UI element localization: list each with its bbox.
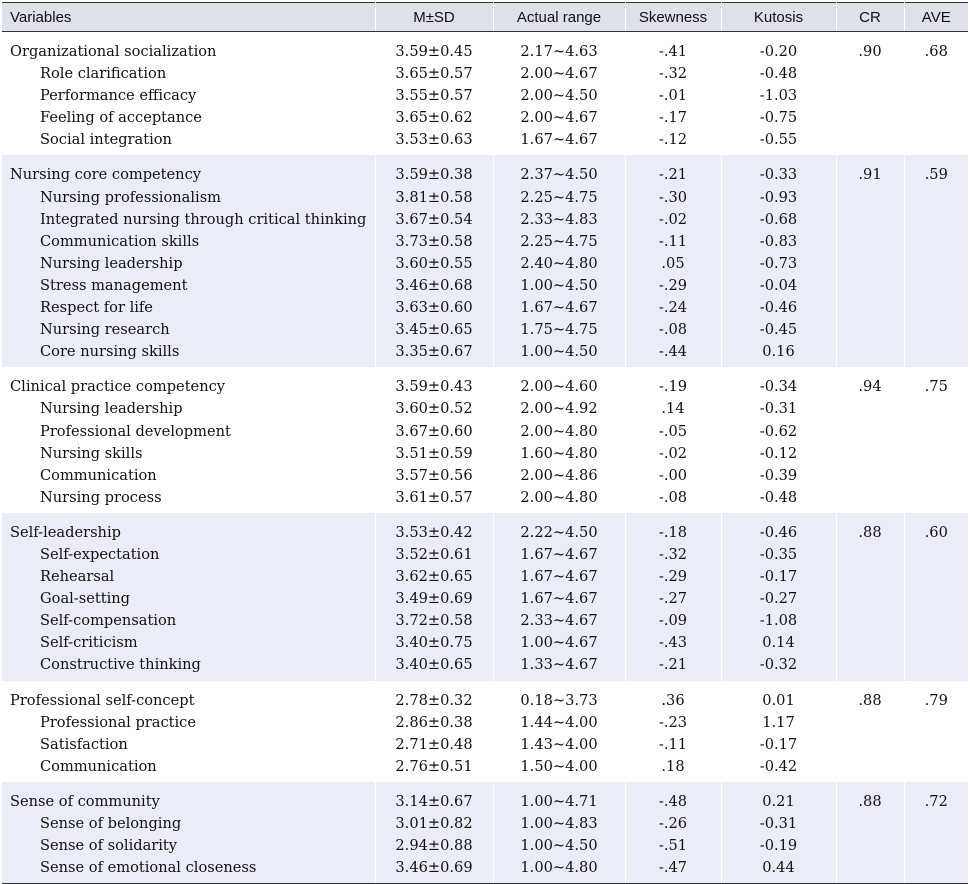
skewness: -.08	[625, 487, 721, 513]
subscale-row	[2, 610, 968, 632]
mean-sd: 3.63±0.60	[375, 297, 493, 319]
skewness: -.19	[625, 367, 721, 398]
actual-range: 1.67~4.67	[493, 566, 625, 588]
variable-name: Communication	[2, 756, 375, 782]
actual-range: 1.00~4.80	[493, 857, 625, 884]
cr-value	[836, 421, 904, 443]
skewness: -.02	[625, 443, 721, 465]
subscale-row	[2, 712, 968, 734]
subscale-row	[2, 398, 968, 420]
kurtosis: -0.31	[721, 398, 836, 420]
cr-value	[836, 654, 904, 680]
kurtosis: -0.04	[721, 275, 836, 297]
ave-value	[904, 85, 968, 107]
subscale-row	[2, 734, 968, 756]
actual-range: 1.67~4.67	[493, 588, 625, 610]
cr-value	[836, 319, 904, 341]
kurtosis: 0.21	[721, 782, 836, 813]
ave-value	[904, 231, 968, 253]
kurtosis: -1.03	[721, 85, 836, 107]
variable-name: Nursing core competency	[2, 155, 375, 186]
mean-sd: 3.67±0.54	[375, 209, 493, 231]
skewness: .14	[625, 398, 721, 420]
actual-range: 2.33~4.83	[493, 209, 625, 231]
kurtosis: -0.39	[721, 465, 836, 487]
actual-range: 1.44~4.00	[493, 712, 625, 734]
cr-value	[836, 632, 904, 654]
header-cr: CR	[836, 3, 904, 32]
kurtosis: -0.33	[721, 155, 836, 186]
mean-sd: 3.14±0.67	[375, 782, 493, 813]
cr-value	[836, 187, 904, 209]
cr-value	[836, 253, 904, 275]
actual-range: 2.22~4.50	[493, 513, 625, 544]
variable-name: Self-criticism	[2, 632, 375, 654]
cr-value	[836, 487, 904, 513]
ave-value	[904, 756, 968, 782]
skewness: -.01	[625, 85, 721, 107]
variable-group	[2, 155, 968, 367]
header-mean-sd: M±SD	[375, 3, 493, 32]
cr-value: .90	[836, 32, 904, 64]
skewness: -.11	[625, 231, 721, 253]
variable-name: Self-compensation	[2, 610, 375, 632]
variable-name: Satisfaction	[2, 734, 375, 756]
ave-value	[904, 632, 968, 654]
ave-value	[904, 275, 968, 297]
kurtosis: -0.42	[721, 756, 836, 782]
actual-range: 1.00~4.50	[493, 835, 625, 857]
kurtosis: 1.17	[721, 712, 836, 734]
ave-value	[904, 209, 968, 231]
ave-value	[904, 654, 968, 680]
actual-range: 1.00~4.50	[493, 275, 625, 297]
cr-value	[836, 297, 904, 319]
skewness: -.18	[625, 513, 721, 544]
variable-name: Nursing process	[2, 487, 375, 513]
variable-name: Rehearsal	[2, 566, 375, 588]
cr-value	[836, 544, 904, 566]
group-total-row	[2, 782, 968, 813]
ave-value	[904, 610, 968, 632]
ave-value: .75	[904, 367, 968, 398]
skewness: -.26	[625, 813, 721, 835]
skewness: -.02	[625, 209, 721, 231]
mean-sd: 3.62±0.65	[375, 566, 493, 588]
kurtosis: -0.32	[721, 654, 836, 680]
subscale-row	[2, 253, 968, 275]
subscale-row	[2, 756, 968, 782]
skewness: -.48	[625, 782, 721, 813]
cr-value	[836, 443, 904, 465]
mean-sd: 3.73±0.58	[375, 231, 493, 253]
subscale-row	[2, 857, 968, 884]
variable-name: Nursing leadership	[2, 253, 375, 275]
mean-sd: 3.67±0.60	[375, 421, 493, 443]
subscale-row	[2, 63, 968, 85]
variable-group	[2, 367, 968, 513]
actual-range: 1.50~4.00	[493, 756, 625, 782]
cr-value	[836, 63, 904, 85]
ave-value	[904, 107, 968, 129]
actual-range: 0.18~3.73	[493, 681, 625, 712]
kurtosis: -0.34	[721, 367, 836, 398]
group-total-row	[2, 513, 968, 544]
variable-name: Communication skills	[2, 231, 375, 253]
mean-sd: 3.55±0.57	[375, 85, 493, 107]
subscale-row	[2, 835, 968, 857]
cr-value	[836, 835, 904, 857]
cr-value	[836, 813, 904, 835]
kurtosis: -0.12	[721, 443, 836, 465]
ave-value	[904, 588, 968, 610]
kurtosis: -0.48	[721, 487, 836, 513]
ave-value	[904, 341, 968, 367]
ave-value: .68	[904, 32, 968, 64]
header-kurtosis: Kutosis	[721, 3, 836, 32]
kurtosis: 0.44	[721, 857, 836, 884]
mean-sd: 3.35±0.67	[375, 341, 493, 367]
cr-value	[836, 712, 904, 734]
subscale-row	[2, 487, 968, 513]
ave-value: .72	[904, 782, 968, 813]
subscale-row	[2, 813, 968, 835]
header-actual-range: Actual range	[493, 3, 625, 32]
variable-name: Goal-setting	[2, 588, 375, 610]
actual-range: 2.00~4.67	[493, 107, 625, 129]
variable-name: Sense of belonging	[2, 813, 375, 835]
subscale-row	[2, 275, 968, 297]
cr-value	[836, 857, 904, 884]
variable-name: Integrated nursing through critical thinking	[2, 209, 375, 231]
mean-sd: 3.51±0.59	[375, 443, 493, 465]
skewness: -.08	[625, 319, 721, 341]
variable-name: Communication	[2, 465, 375, 487]
variable-name: Clinical practice competency	[2, 367, 375, 398]
kurtosis: 0.16	[721, 341, 836, 367]
ave-value	[904, 63, 968, 85]
ave-value	[904, 712, 968, 734]
kurtosis: 0.14	[721, 632, 836, 654]
skewness: -.24	[625, 297, 721, 319]
mean-sd: 3.59±0.45	[375, 32, 493, 64]
cr-value: .88	[836, 782, 904, 813]
mean-sd: 2.71±0.48	[375, 734, 493, 756]
subscale-row	[2, 443, 968, 465]
ave-value	[904, 813, 968, 835]
ave-value	[904, 544, 968, 566]
skewness: -.21	[625, 155, 721, 186]
variable-name: Respect for life	[2, 297, 375, 319]
mean-sd: 3.53±0.63	[375, 129, 493, 155]
subscale-row	[2, 544, 968, 566]
cr-value	[836, 85, 904, 107]
group-total-row	[2, 32, 968, 64]
kurtosis: -0.55	[721, 129, 836, 155]
mean-sd: 3.40±0.75	[375, 632, 493, 654]
ave-value	[904, 857, 968, 884]
mean-sd: 3.60±0.55	[375, 253, 493, 275]
variable-name: Organizational socialization	[2, 32, 375, 64]
mean-sd: 3.46±0.68	[375, 275, 493, 297]
header-variables: Variables	[2, 3, 375, 32]
skewness: -.12	[625, 129, 721, 155]
actual-range: 1.00~4.71	[493, 782, 625, 813]
ave-value	[904, 187, 968, 209]
skewness: -.00	[625, 465, 721, 487]
variable-name: Stress management	[2, 275, 375, 297]
ave-value	[904, 398, 968, 420]
mean-sd: 3.40±0.65	[375, 654, 493, 680]
mean-sd: 3.61±0.57	[375, 487, 493, 513]
mean-sd: 2.76±0.51	[375, 756, 493, 782]
mean-sd: 3.59±0.43	[375, 367, 493, 398]
kurtosis: -0.27	[721, 588, 836, 610]
skewness: -.32	[625, 544, 721, 566]
skewness: .05	[625, 253, 721, 275]
variable-group	[2, 782, 968, 884]
variable-name: Role clarification	[2, 63, 375, 85]
variable-group	[2, 513, 968, 681]
ave-value: .59	[904, 155, 968, 186]
actual-range: 2.00~4.86	[493, 465, 625, 487]
actual-range: 2.00~4.80	[493, 487, 625, 513]
variable-name: Professional development	[2, 421, 375, 443]
ave-value	[904, 297, 968, 319]
actual-range: 1.00~4.50	[493, 341, 625, 367]
cr-value	[836, 756, 904, 782]
variable-name: Sense of solidarity	[2, 835, 375, 857]
variable-name: Nursing leadership	[2, 398, 375, 420]
kurtosis: -1.08	[721, 610, 836, 632]
subscale-row	[2, 187, 968, 209]
actual-range: 1.33~4.67	[493, 654, 625, 680]
group-total-row	[2, 155, 968, 186]
descriptive-statistics-table	[2, 2, 968, 884]
actual-range: 1.67~4.67	[493, 297, 625, 319]
ave-value	[904, 253, 968, 275]
cr-value	[836, 275, 904, 297]
actual-range: 2.17~4.63	[493, 32, 625, 64]
skewness: -.05	[625, 421, 721, 443]
variable-name: Sense of community	[2, 782, 375, 813]
variable-name: Feeling of acceptance	[2, 107, 375, 129]
actual-range: 2.00~4.67	[493, 63, 625, 85]
ave-value	[904, 566, 968, 588]
mean-sd: 3.52±0.61	[375, 544, 493, 566]
ave-value	[904, 835, 968, 857]
mean-sd: 3.81±0.58	[375, 187, 493, 209]
mean-sd: 3.65±0.62	[375, 107, 493, 129]
actual-range: 1.00~4.67	[493, 632, 625, 654]
skewness: -.29	[625, 275, 721, 297]
mean-sd: 3.49±0.69	[375, 588, 493, 610]
table-header	[2, 3, 968, 32]
cr-value: .94	[836, 367, 904, 398]
variable-name: Nursing skills	[2, 443, 375, 465]
mean-sd: 3.59±0.38	[375, 155, 493, 186]
group-total-row	[2, 367, 968, 398]
variable-name: Nursing research	[2, 319, 375, 341]
actual-range: 1.75~4.75	[493, 319, 625, 341]
mean-sd: 3.46±0.69	[375, 857, 493, 884]
kurtosis: -0.68	[721, 209, 836, 231]
variable-name: Constructive thinking	[2, 654, 375, 680]
ave-value	[904, 421, 968, 443]
actual-range: 1.67~4.67	[493, 544, 625, 566]
cr-value: .88	[836, 681, 904, 712]
skewness: -.41	[625, 32, 721, 64]
subscale-row	[2, 465, 968, 487]
kurtosis: -0.83	[721, 231, 836, 253]
cr-value	[836, 341, 904, 367]
actual-range: 2.40~4.80	[493, 253, 625, 275]
variable-name: Professional self-concept	[2, 681, 375, 712]
cr-value: .91	[836, 155, 904, 186]
actual-range: 2.33~4.67	[493, 610, 625, 632]
cr-value	[836, 209, 904, 231]
subscale-row	[2, 129, 968, 155]
skewness: -.30	[625, 187, 721, 209]
cr-value	[836, 465, 904, 487]
skewness: -.47	[625, 857, 721, 884]
kurtosis: -0.19	[721, 835, 836, 857]
mean-sd: 2.94±0.88	[375, 835, 493, 857]
group-total-row	[2, 681, 968, 712]
kurtosis: -0.48	[721, 63, 836, 85]
actual-range: 2.00~4.50	[493, 85, 625, 107]
cr-value	[836, 129, 904, 155]
skewness: -.43	[625, 632, 721, 654]
variable-name: Self-expectation	[2, 544, 375, 566]
actual-range: 1.67~4.67	[493, 129, 625, 155]
ave-value: .60	[904, 513, 968, 544]
skewness: -.17	[625, 107, 721, 129]
mean-sd: 3.72±0.58	[375, 610, 493, 632]
mean-sd: 2.78±0.32	[375, 681, 493, 712]
ave-value: .79	[904, 681, 968, 712]
variable-group	[2, 32, 968, 156]
kurtosis: -0.45	[721, 319, 836, 341]
actual-range: 1.00~4.83	[493, 813, 625, 835]
variable-name: Professional practice	[2, 712, 375, 734]
subscale-row	[2, 588, 968, 610]
skewness: .36	[625, 681, 721, 712]
header-ave: AVE	[904, 3, 968, 32]
kurtosis: -0.31	[721, 813, 836, 835]
actual-range: 2.00~4.60	[493, 367, 625, 398]
ave-value	[904, 319, 968, 341]
ave-value	[904, 129, 968, 155]
actual-range: 2.00~4.92	[493, 398, 625, 420]
kurtosis: -0.46	[721, 297, 836, 319]
ave-value	[904, 443, 968, 465]
ave-value	[904, 734, 968, 756]
kurtosis: -0.20	[721, 32, 836, 64]
mean-sd: 3.60±0.52	[375, 398, 493, 420]
ave-value	[904, 465, 968, 487]
actual-range: 1.60~4.80	[493, 443, 625, 465]
subscale-row	[2, 566, 968, 588]
variable-name: Nursing professionalism	[2, 187, 375, 209]
skewness: -.32	[625, 63, 721, 85]
subscale-row	[2, 319, 968, 341]
variable-name: Self-leadership	[2, 513, 375, 544]
variable-name: Core nursing skills	[2, 341, 375, 367]
subscale-row	[2, 107, 968, 129]
subscale-row	[2, 231, 968, 253]
kurtosis: -0.17	[721, 734, 836, 756]
skewness: -.11	[625, 734, 721, 756]
variable-name: Performance efficacy	[2, 85, 375, 107]
subscale-row	[2, 209, 968, 231]
skewness: .18	[625, 756, 721, 782]
mean-sd: 3.57±0.56	[375, 465, 493, 487]
actual-range: 2.37~4.50	[493, 155, 625, 186]
cr-value	[836, 398, 904, 420]
cr-value: .88	[836, 513, 904, 544]
kurtosis: -0.46	[721, 513, 836, 544]
mean-sd: 3.01±0.82	[375, 813, 493, 835]
mean-sd: 3.45±0.65	[375, 319, 493, 341]
cr-value	[836, 610, 904, 632]
mean-sd: 3.53±0.42	[375, 513, 493, 544]
subscale-row	[2, 341, 968, 367]
subscale-row	[2, 654, 968, 680]
subscale-row	[2, 85, 968, 107]
mean-sd: 2.86±0.38	[375, 712, 493, 734]
cr-value	[836, 231, 904, 253]
header-skewness: Skewness	[625, 3, 721, 32]
kurtosis: -0.75	[721, 107, 836, 129]
skewness: -.09	[625, 610, 721, 632]
kurtosis: -0.93	[721, 187, 836, 209]
skewness: -.27	[625, 588, 721, 610]
header-row	[2, 3, 968, 32]
mean-sd: 3.65±0.57	[375, 63, 493, 85]
kurtosis: -0.62	[721, 421, 836, 443]
actual-range: 2.25~4.75	[493, 231, 625, 253]
cr-value	[836, 588, 904, 610]
subscale-row	[2, 297, 968, 319]
kurtosis: -0.17	[721, 566, 836, 588]
skewness: -.51	[625, 835, 721, 857]
skewness: -.29	[625, 566, 721, 588]
cr-value	[836, 566, 904, 588]
skewness: -.44	[625, 341, 721, 367]
variable-name: Sense of emotional closeness	[2, 857, 375, 884]
cr-value	[836, 734, 904, 756]
subscale-row	[2, 632, 968, 654]
variable-name: Social integration	[2, 129, 375, 155]
subscale-row	[2, 421, 968, 443]
cr-value	[836, 107, 904, 129]
skewness: -.21	[625, 654, 721, 680]
actual-range: 2.25~4.75	[493, 187, 625, 209]
kurtosis: 0.01	[721, 681, 836, 712]
ave-value	[904, 487, 968, 513]
actual-range: 1.43~4.00	[493, 734, 625, 756]
kurtosis: -0.35	[721, 544, 836, 566]
actual-range: 2.00~4.80	[493, 421, 625, 443]
variable-group	[2, 681, 968, 782]
kurtosis: -0.73	[721, 253, 836, 275]
skewness: -.23	[625, 712, 721, 734]
